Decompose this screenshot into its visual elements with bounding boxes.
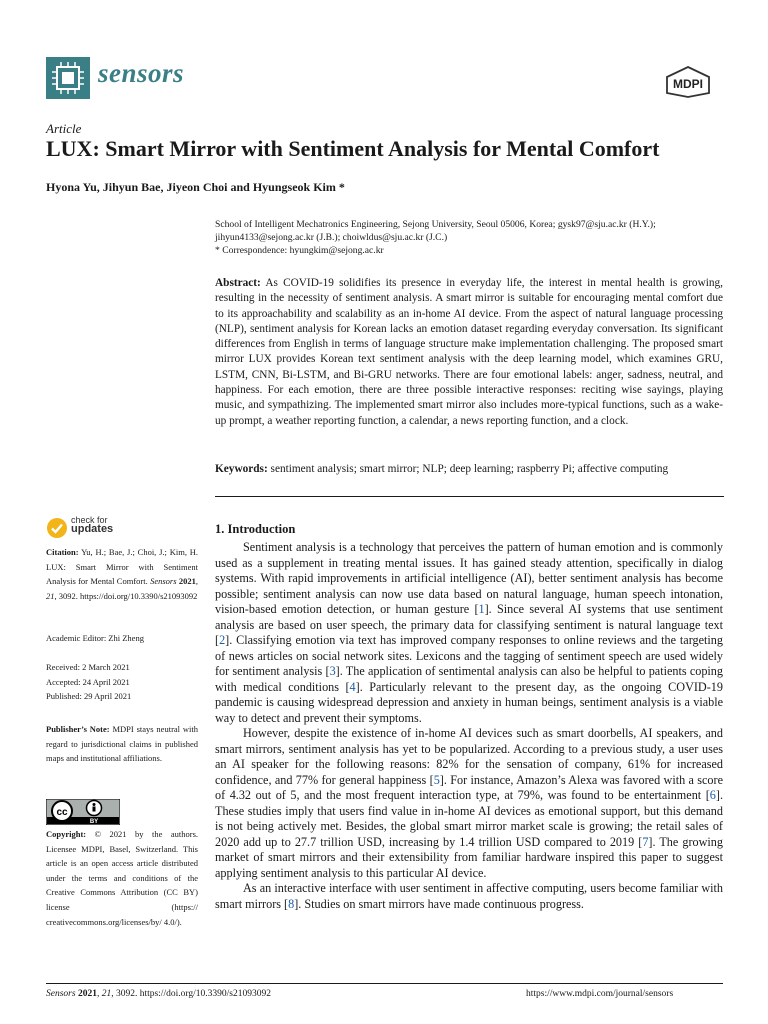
paragraph: However, despite the existence of in-home AI devices such as smart doorbells, AI speakers, and smart mirrors, sentiment analysis has yet to be popularized. According to a previous study, a user uses an AI speaker for the following reasons: 82% for the sensation of company, 61% for increased confidence, and 77% for general happiness [5]. For instance, Amazon’s Alexa was favored with a score of 4.32 out of 5, and the most frequent interaction type, at 79%, was found to be entertainment [6]. These studies imply that users find value in in-home AI devices as emotional support, but this demand is not being actively met. Besides, the global smart mirror market scale is growing; the retail sales of 2020 add up to 27.7 trillion USD, increasing by 1.4 trillion USD compared to 2019 [7]. The growing market of smart mirrors and their extensibility from familiar hardware inspired this paper to suggest applying sentiment analysis to this particular AI device. — [215, 726, 723, 880]
reference-link[interactable]: 2 — [219, 633, 226, 647]
footer-doi[interactable]: , 3092. https://doi.org/10.3390/s21093092 — [111, 989, 271, 999]
footer-journal: Sensors — [46, 989, 76, 999]
svg-text:cc: cc — [56, 807, 68, 818]
affiliations — [215, 218, 725, 257]
cc-by-license-icon[interactable] — [46, 799, 120, 825]
check-for-updates-icon[interactable] — [46, 517, 68, 539]
copyright-label: Copyright: — [46, 829, 87, 839]
section-heading: 1. Introduction — [215, 522, 296, 536]
citation-text: Yu, H.; Bae, J.; Choi, J.; Kim, H. LUX: Smart Mirror with Sentiment Analysis for Mental Comfort. — [46, 547, 199, 587]
footer-divider — [46, 983, 723, 984]
citation-journal: Sensors — [150, 576, 177, 587]
keywords — [215, 462, 723, 477]
updates-label: updates — [71, 523, 114, 535]
copyright-notice — [46, 827, 198, 929]
svg-text:MDPI: MDPI — [673, 77, 703, 91]
author-list: Hyona Yu, Jihyun Bae, Jiyeon Choi and Hyungseok Kim * — [46, 180, 345, 194]
citation-volume: 21 — [46, 590, 55, 601]
check-for-updates-link[interactable] — [71, 516, 113, 534]
abstract-label: Abstract: — [215, 277, 261, 289]
publisher-note-text: MDPI stays neutral with regard to jurisdictional claims in published maps and institutional affiliations. — [46, 724, 199, 764]
footer-volume: 21 — [101, 989, 112, 999]
footer-year: 2021 — [77, 989, 97, 999]
check-for-label: check for — [71, 515, 108, 525]
article-type: Article — [46, 121, 82, 136]
mdpi-logo — [665, 66, 711, 98]
copyright-text: © 2021 by the authors. Licensee MDPI, Basel, Switzerland. This article is an open access article distributed under the terms and conditions of the Creative Commons Attribution (CC BY) license (https:// creativecommons.org/licenses/by/ 4.0/). — [46, 829, 199, 927]
published-date: Published: 29 April 2021 — [46, 691, 132, 702]
abstract-text: As COVID-19 solidifies its presence in everyday life, the interest in mental health is growing, resulting in the necessity of sentiment analysis. A smart mirror is suitable for encouraging mental comfort due to its approachability and scalability as an in-home AI device. From the aspect of natural language processing (NLP), sentiment analysis for Korean lacks an emotion dataset regarding everyday conversation. Its significant differences from English in terms of language structure make implementation challenging. The proposed smart mirror LUX provides Korean text sentiment analysis with the deep learning model, which examines GRU, LSTM, CNN, Bi-LSTM, and Bi-GRU networks. There are four emotional labels: anger, sadness, neutral, and happiness. For each emotion, there are three possible interactive responses: reciting wise sayings, playing music, and sympathizing. The implemented smart mirror also includes more-typical functions, such as a wake-up prompt, a weather reporting function, a calendar, a news reporting function, and a clock. — [215, 277, 723, 427]
introduction-body — [215, 540, 723, 912]
publisher-note — [46, 722, 198, 766]
reference-link[interactable]: 7 — [642, 834, 649, 849]
citation-block: Citation: Yu, H.; Bae, J.; Choi, J.; Kim, H. LUX: Smart Mirror with Sentiment Analysis for Mental Comfort. Sensors 2021, 21, 3092. https://doi.org/10.3390/s21093092 — [46, 547, 199, 601]
reference-link[interactable]: 4 — [349, 679, 356, 694]
affiliation-line: jihyun4133@sejong.ac.kr (J.B.); choiwldus@sju.ac.kr (J.C.) — [215, 232, 448, 243]
reference-link[interactable]: 1 — [478, 602, 485, 616]
reference-link[interactable]: 6 — [709, 788, 716, 802]
accepted-date: Accepted: 24 April 2021 — [46, 676, 130, 687]
affiliation-line: School of Intelligent Mechatronics Engineering, Sejong University, Seoul 05006, Korea; gysk97@sju.ac.kr (H.Y.); — [215, 219, 656, 230]
abstract — [215, 276, 723, 429]
keywords-text: sentiment analysis; smart mirror; NLP; deep learning; raspberry Pi; affective computing — [270, 463, 669, 475]
publisher-note-label: Publisher’s Note: — [46, 724, 110, 734]
paragraph: Sentiment analysis is a technology that perceives the pattern of human emotion and is commonly used as a supplement in treating mental issues. It has gained steady attention, specifically in dialog systems. With rapid improvements in artificial intelligence (AI), better sentiment analysis has become possible; sentiment analysis can now use data based on natural language, human speech intonation, vision-based emotion detection, or human gesture [1]. Since several AI systems that use sentiment analysis are based on user speech, the primary data for classifying sentiment is natural language text [2]. Classifying emotion via text has improved company responses to online reviews and the targeting of news articles on social network sites. Lexicons and the tagging of sentiment speech are used widely for sentiment analysis [3]. The application of sentimental analysis can also be helpful to patients coping with medical conditions [4]. Particularly relevant to the present day, as the ongoing COVID-19 pandemic is causing widespread depression and anxiety in human beings, sentiment analysis is a viable way to detect and prevent their symptoms. — [215, 540, 723, 725]
received-date: Received: 2 March 2021 — [46, 662, 130, 672]
paper-title: LUX: Smart Mirror with Sentiment Analysis for Mental Comfort — [46, 136, 660, 161]
journal-name: sensors — [98, 58, 185, 88]
correspondence: * Correspondence: hyungkim@sejong.ac.kr — [215, 245, 384, 256]
paragraph: As an interactive interface with user sentiment in affective computing, users become familiar with smart mirrors [8]. Studies on smart mirrors have made continuous progress. — [215, 881, 723, 911]
publication-dates — [46, 660, 198, 704]
divider — [215, 496, 724, 497]
journal-logo-icon — [46, 57, 90, 99]
journal-url[interactable]: https://www.mdpi.com/journal/sensors — [526, 989, 674, 999]
reference-link[interactable]: 3 — [329, 664, 336, 678]
footer-citation: Sensors 2021, 21, 3092. https://doi.org/10.3390/s21093092 — [46, 989, 271, 999]
citation-doi[interactable]: 3092. https://doi.org/10.3390/s21093092 — [58, 590, 198, 601]
svg-text:BY: BY — [89, 819, 99, 825]
keywords-label: Keywords: — [215, 463, 268, 475]
citation-label: Citation: — [46, 547, 79, 557]
citation-year: 2021 — [178, 576, 196, 587]
academic-editor: Academic Editor: Zhi Zheng — [46, 633, 144, 643]
reference-link[interactable]: 5 — [433, 772, 440, 787]
reference-link[interactable]: 8 — [288, 896, 295, 911]
